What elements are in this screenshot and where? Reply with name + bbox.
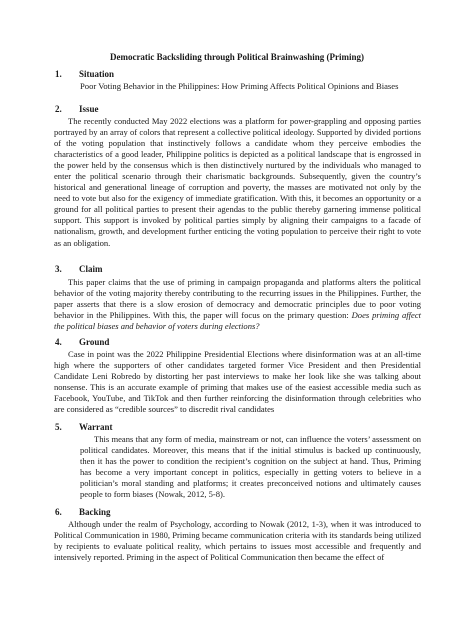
section-title: Ground — [79, 337, 110, 347]
section-number: 2. — [55, 104, 62, 114]
section-title: Claim — [79, 264, 103, 274]
situation-text: Poor Voting Behavior in the Philippines: How Priming Affects Political Opinions and Biases — [80, 81, 399, 91]
section-number: 1. — [55, 69, 62, 79]
section-heading-backing — [55, 507, 111, 518]
claim-paragraph — [54, 277, 421, 332]
claim-paragraph-block — [54, 277, 421, 332]
issue-paragraph: The recently conducted May 2022 elections was a platform for power-grappling and opposing parties portrayed by an array of colors that represent a collective political ideology. Supported by divided portions of the voting population that instinctively follows a candidate whom they perceive embodies the characteristics of a good leader, Philippine politics is depicted as a political landscape that is engrossed in the power held by the consensus which is then distinctively nurtured by the individuals who managed to enter the political scenario through their charismatic backgrounds. Subsequently, given the country’s historical and generational lineage of corruption and poverty, the masses are motivated not only by the need to vote but also for the exigency of immediate gratification. With this, it becomes an opportunity or a ground for all political parties to present their agendas to the public thereby garnering immense political support. This support is invoked by political parties simply by aligning their campaigns to a facade of nationalism, growth, and development further enticing the voting population to perceive their right to vote as an obligation. — [54, 116, 421, 248]
claim-text: This paper claims that the use of priming in campaign propaganda and platforms alters the political behavior of the voting majority thereby contributing to the recurring issues in the Philippines. Further, the paper asserts that there is a slow erosion of democracy and democratic principles due to poor voting behavior in the Philippines. With this, the paper will focus on the primary question: — [54, 277, 421, 321]
backing-paragraph: Although under the realm of Psychology, according to Nowak (2012, 1-3), when it was introduced to Political Communication in 1980, Priming became communication criteria with its standards being utilized by recipients to evaluate political reality, which pertains to issues most accessible and frequently and intensively reported. Priming in the aspect of Political Communication then became the effect of — [54, 519, 421, 563]
backing-paragraph-block — [54, 519, 421, 563]
section-number: 6. — [55, 507, 62, 517]
section-title: Situation — [79, 69, 115, 79]
warrant-paragraph: This means that any form of media, mainstream or not, can influence the voters’ assessment on political candidates. Moreover, this means that if the initial stimulus is backed up continuously, then it has the power to condition the recipient’s cognition on the subject at hand. Thus, Priming has become a very important concept in politics, especially in getting voters to believe in a politician’s moral standing and platforms; it creates preconceived notions and ultimately causes people to form biases (Nowak, 2012, 5-8). — [80, 434, 421, 500]
section-heading-situation — [55, 69, 114, 80]
section-number: 4. — [55, 337, 62, 347]
section-number: 5. — [55, 422, 62, 432]
section-heading-warrant — [55, 422, 113, 433]
issue-paragraph-block — [54, 116, 421, 249]
research-question: Does priming affect the political biases and behavior of voters during elections? — [54, 310, 422, 332]
section-number: 3. — [55, 264, 62, 274]
section-title: Warrant — [79, 422, 113, 432]
section-title: Backing — [79, 507, 111, 517]
section-title: Issue — [79, 104, 99, 114]
section-heading-ground — [55, 337, 109, 348]
section-heading-issue — [55, 104, 99, 115]
document-title: Democratic Backsliding through Political Brainwashing (Priming) — [109, 52, 365, 62]
ground-paragraph: Case in point was the 2022 Philippine Presidential Elections where disinformation was at an all-time high where the supporters of other candidates targeted former Vice President and then Presidential Candidate Leni Robredo by distorting her past interviews to make her look like she was talking about nonsense. This is an accurate example of priming that makes use of the easiest accessible media such as Facebook, YouTube, and TikTok and then further reinforcing the disinformation through celebrities who are considered as “credible sources” to discredit rival candidates — [54, 349, 421, 415]
section-heading-claim — [55, 264, 103, 275]
ground-paragraph-block — [54, 349, 421, 415]
warrant-paragraph-block — [80, 434, 421, 500]
